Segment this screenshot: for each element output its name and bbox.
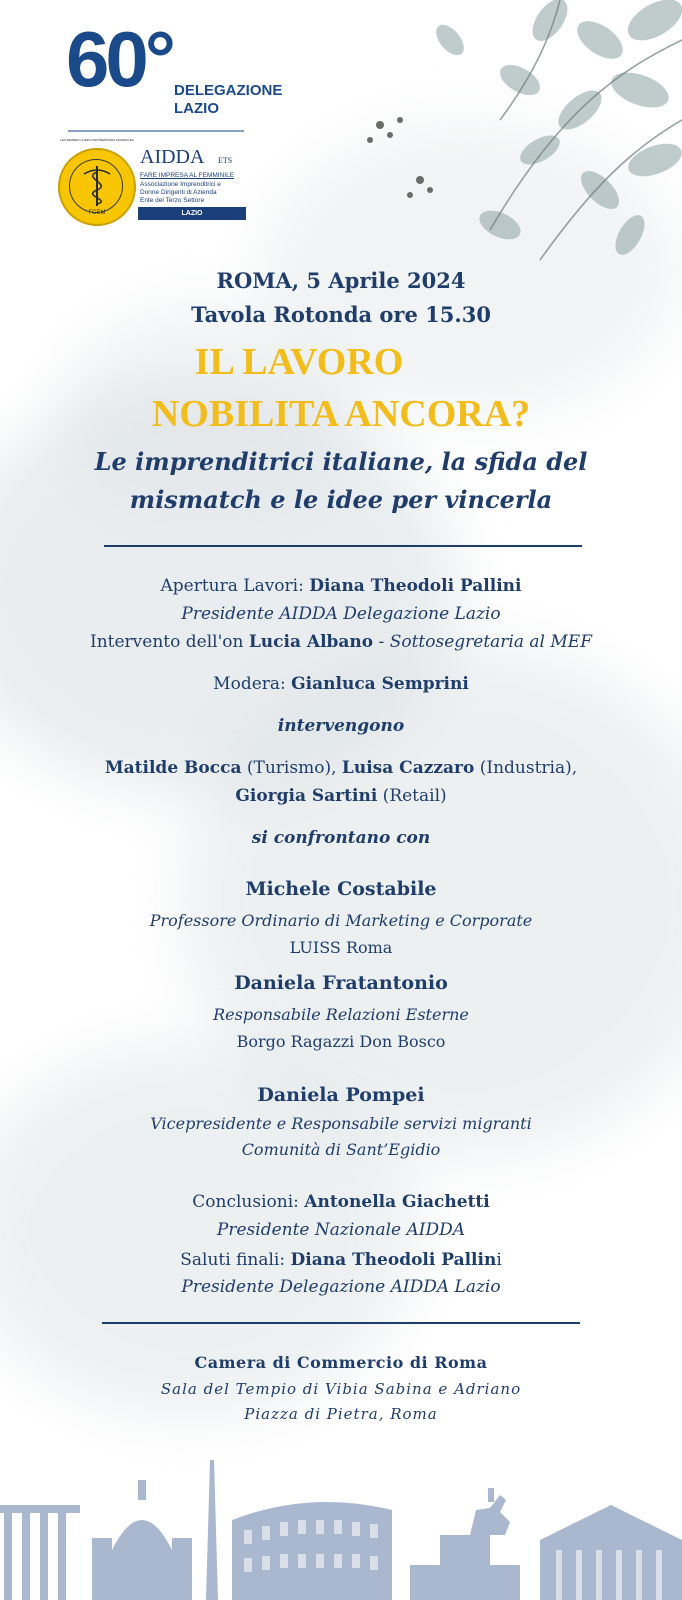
opening-label: Apertura Lavori: — [160, 576, 310, 596]
venue-address: Piazza di Pietra, Roma — [244, 1405, 438, 1423]
intervento-separator: - — [373, 632, 390, 652]
anniversary-logo — [66, 15, 283, 134]
subtitle-line1: Le imprenditrici italiane, la sfida del — [94, 447, 588, 476]
aidda-wordmark: AIDDA — [140, 146, 205, 168]
aidda-logo — [138, 146, 248, 226]
discussant1-role: Professore Ordinario di Marketing e Corporate — [149, 911, 533, 930]
conclusions-name: Antonella Giachetti — [304, 1192, 490, 1212]
intervento-line — [0, 632, 682, 652]
delegazione-line1: DELEGAZIONE — [174, 82, 283, 99]
fcem-seal — [58, 138, 136, 226]
greetings-line — [0, 1250, 682, 1270]
aidda-tagline: FARE IMPRESA AL FEMMINILE — [140, 172, 235, 179]
event-time: Tavola Rotonda ore 15.30 — [191, 302, 491, 327]
greetings-name: Diana Theodoli Pallin — [290, 1250, 497, 1270]
intervento-name: Lucia Albano — [248, 632, 374, 652]
top-divider — [104, 545, 582, 547]
discussant3-org: Comunità di Sant’Egidio — [241, 1140, 441, 1159]
opening-line — [0, 576, 682, 596]
discussants-heading: si confrontano con — [251, 828, 431, 848]
venue-name: Camera di Commercio di Roma — [194, 1353, 488, 1372]
moderator-label: Modera: — [213, 674, 292, 694]
discussant3-name: Daniela Pompei — [257, 1084, 425, 1106]
delegazione-line2: LAZIO — [174, 100, 219, 117]
speakers-line2 — [0, 786, 682, 806]
conclusions-role: Presidente Nazionale AIDDA — [216, 1220, 466, 1240]
aidda-desc-3: Ente del Terzo Settore — [140, 197, 205, 204]
speakers-heading: intervengono — [277, 716, 405, 736]
venue-hall: Sala del Tempio di Vibia Sabina e Adriano — [160, 1380, 522, 1398]
intervento-label: Intervento dell'on — [89, 632, 249, 652]
moderator-line — [0, 674, 682, 694]
opening-role: Presidente AIDDA Delegazione Lazio — [181, 604, 501, 624]
discussant3-role: Vicepresidente e Responsabile servizi migranti — [150, 1114, 532, 1133]
greetings-tail: i — [496, 1250, 502, 1270]
conclusions-line — [0, 1192, 682, 1212]
region-bar — [138, 207, 246, 220]
event-date: ROMA, 5 Aprile 2024 — [216, 268, 466, 293]
speaker1-name: Matilde Bocca — [104, 758, 242, 778]
intervento-role: Sottosegretaria al MEF — [389, 632, 592, 652]
greetings-label: Saluti finali: — [180, 1250, 291, 1270]
logo-divider — [68, 130, 244, 132]
aidda-desc-1: Associazione Imprenditrici e — [140, 181, 221, 188]
discussant2-role: Responsabile Relazioni Esterne — [213, 1005, 469, 1024]
anniversary-number: 60° — [66, 15, 172, 103]
moderator-name: Gianluca Semprini — [291, 674, 469, 694]
subtitle-line2: mismatch e le idee per vincerla — [129, 485, 553, 514]
discussant2-name: Daniela Fratantonio — [234, 972, 448, 994]
conclusions-label: Conclusioni: — [192, 1192, 305, 1212]
greetings-role: Presidente Delegazione AIDDA Lazio — [181, 1277, 501, 1297]
bottom-divider — [102, 1322, 580, 1324]
speaker2-sector: (Industria), — [474, 758, 578, 778]
discussant2-org: Borgo Ragazzi Don Bosco — [236, 1032, 446, 1051]
speakers-line1 — [0, 758, 682, 778]
opening-name: Diana Theodoli Pallini — [309, 576, 522, 596]
speaker3-sector: (Retail) — [377, 786, 447, 806]
speaker1-sector: (Turismo), — [241, 758, 342, 778]
speaker3-name: Giorgia Sartini — [235, 786, 378, 806]
discussant1-name: Michele Costabile — [245, 878, 437, 900]
eucalyptus-branch-decoration — [300, 0, 682, 300]
aidda-ets: ETS — [218, 156, 233, 165]
rome-skyline-illustration — [0, 1450, 682, 1600]
caduceus-icon — [82, 164, 112, 208]
discussant1-org: LUISS Roma — [289, 938, 393, 957]
aidda-desc-2: Donne Dirigenti di Azienda — [140, 189, 217, 196]
region-bar-label: LAZIO — [181, 210, 203, 217]
title-line1: IL LAVORO — [194, 341, 404, 383]
title-line2: NOBILITA ANCORA? — [151, 393, 531, 435]
speaker2-name: Luisa Cazzaro — [341, 758, 475, 778]
seal-fcem-text: FCEM — [88, 210, 106, 216]
seal-ring-text: LES FEMMES CHEFS D'ENTREPRISES MONDIALES — [60, 138, 134, 142]
